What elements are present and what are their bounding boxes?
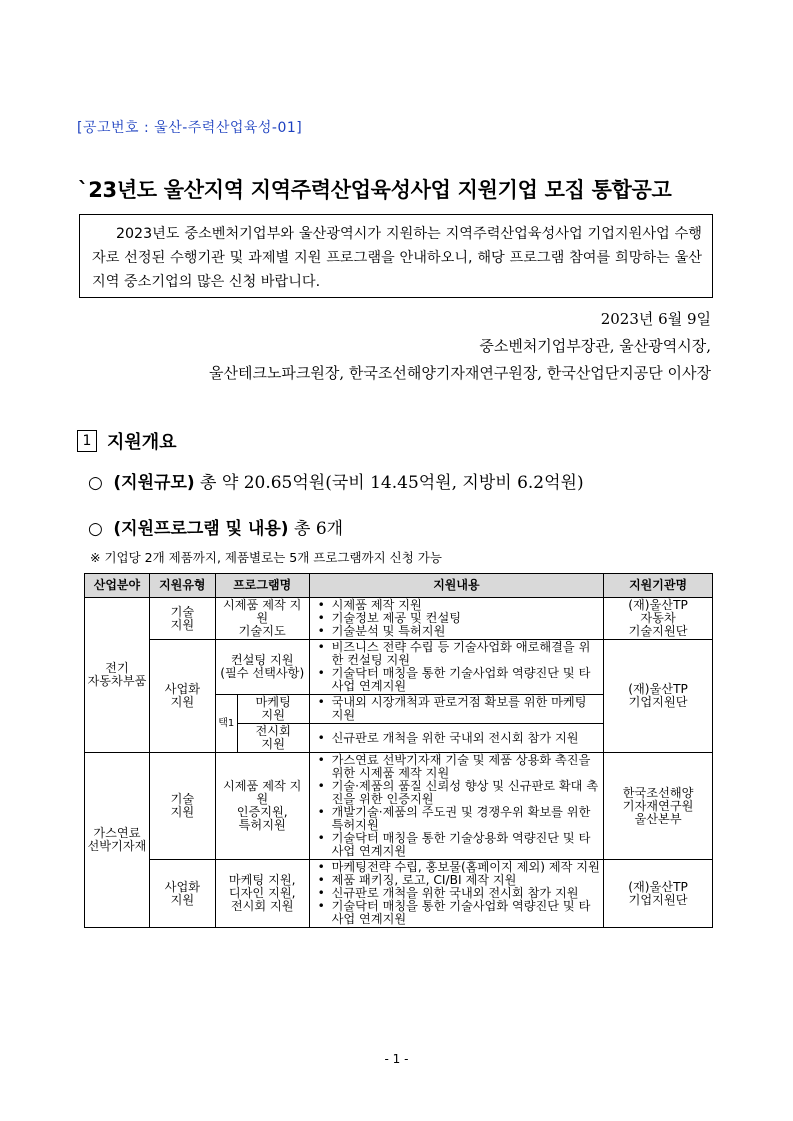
table-row: [85, 640, 713, 695]
header-program: 프로그램명: [215, 574, 309, 598]
content-list: [312, 754, 602, 858]
content-cell: [309, 640, 604, 695]
field-cell: 전기 자동차부품: [85, 598, 150, 753]
page-number: - 1 -: [384, 1052, 409, 1066]
program-cell: 전시회 지원: [237, 724, 309, 753]
content-item: • 시제품 제작 지원: [316, 599, 602, 612]
support-scale-text: 총 약 20.65억원(국비 14.45억원, 지방비 6.2억원): [200, 473, 584, 493]
table-row: [85, 860, 713, 928]
content-cell: [309, 724, 604, 753]
table-header-row: [85, 574, 713, 598]
program-cell: 마케팅 지원, 디자인 지원, 전시회 지원: [215, 860, 309, 928]
header-org: 지원기관명: [604, 574, 713, 598]
circle-bullet: ○: [88, 519, 103, 539]
support-scale-line: [88, 468, 584, 493]
program-cell: 시제품 제작 지원 인증지원, 특허지원: [215, 753, 309, 860]
circle-bullet: ○: [88, 473, 103, 493]
content-list: [312, 641, 602, 693]
notice-number: [공고번호 : 울산-주력산업육성-01]: [77, 120, 303, 136]
field-cell: 가스연료 선박기자재: [85, 753, 150, 928]
section-heading: [77, 428, 177, 454]
section-title: 지원개요: [107, 432, 177, 453]
org-cell: (재)울산TP 기업지원단: [604, 860, 713, 928]
content-item: • 기술닥터 매칭을 통한 기술상용화 역량진단 및 타사업 연계지원: [316, 832, 602, 858]
support-scale-label: (지원규모): [113, 473, 195, 493]
issuer-line-2: 울산테크노파크원장, 한국조선해양기자재연구원장, 한국산업단지공단 이사장: [208, 364, 711, 382]
content-list: [312, 599, 602, 638]
intro-text: 2023년도 중소벤처기업부와 울산광역시가 지원하는 지역주력산업육성사업 기업지원사업 수행자로 선정된 수행기관 및 과제별 지원 프로그램을 안내하오니, 해당 프로그램 참여를 희망하는 울산지역 중소기업의 많은 신청 바랍니다.: [92, 226, 702, 290]
content-item: • 비즈니스 전략 수립 등 기술사업화 애로해결을 위한 컨설팅 지원: [316, 641, 602, 667]
content-item: • 마케팅전략 수립, 홍보물(홈페이지 제외) 제작 지원: [316, 861, 602, 874]
program-cell: 시제품 제작 지원 기술지도: [215, 598, 309, 640]
header-type: 지원유형: [149, 574, 215, 598]
type-cell: 사업화 지원: [149, 860, 215, 928]
announcement-date: 2023년 6월 9일: [600, 310, 711, 328]
table-row: [85, 598, 713, 640]
content-list: [312, 861, 602, 926]
type-cell: 기술 지원: [149, 598, 215, 640]
content-item: • 개발기술·제품의 주도권 및 경쟁우위 확보를 위한 특허지원: [316, 806, 602, 832]
content-item: • 가스연료 선박기자재 기술 및 제품 상용화 촉진을 위한 시제품 제작 지원: [316, 754, 602, 780]
org-cell: (재)울산TP 기업지원단: [604, 640, 713, 753]
content-item: • 기술·제품의 품질 신뢰성 향상 및 신규판로 확대 촉진을 위한 인증지원: [316, 780, 602, 806]
support-program-line: [88, 514, 343, 539]
content-list: [312, 732, 602, 745]
content-cell: [309, 860, 604, 928]
table-row: [85, 753, 713, 860]
program-cell: 마케팅 지원: [237, 695, 309, 724]
type-cell: 사업화 지원: [149, 640, 215, 753]
issuer-line-1: 중소벤처기업부장관, 울산광역시장,: [479, 337, 711, 355]
content-item: • 국내외 시장개척과 판로거점 확보를 위한 마케팅 지원: [316, 696, 602, 722]
program-table: [84, 573, 713, 928]
section-number: 1: [77, 430, 97, 452]
intro-box: [79, 214, 713, 298]
org-cell: 한국조선해양 기자재연구원 울산본부: [604, 753, 713, 860]
content-item: • 기술분석 및 특허지원: [316, 625, 602, 638]
content-list: [312, 696, 602, 722]
application-note: ※ 기업당 2개 제품까지, 제품별로는 5개 프로그램까지 신청 가능: [90, 550, 442, 565]
support-program-text: 총 6개: [294, 519, 344, 539]
type-cell: 기술 지원: [149, 753, 215, 860]
content-cell: [309, 753, 604, 860]
support-program-label: (지원프로그램 및 내용): [113, 519, 289, 539]
org-cell: (재)울산TP 자동차 기술지원단: [604, 598, 713, 640]
content-item: • 신규판로 개척을 위한 국내외 전시회 참가 지원: [316, 887, 602, 900]
select-one-cell: 택1: [215, 695, 237, 753]
content-cell: [309, 695, 604, 724]
content-item: • 기술닥터 매칭을 통한 기술사업화 역량진단 및 타사업 연계지원: [316, 667, 602, 693]
header-field: 산업분야: [85, 574, 150, 598]
content-item: • 기술닥터 매칭을 통한 기술사업화 역량진단 및 타사업 연계지원: [316, 900, 602, 926]
content-item: • 제품 패키징, 로고, CI/BI 제작 지원: [316, 874, 602, 887]
program-cell: 컨설팅 지원 (필수 선택사항): [215, 640, 309, 695]
content-item: • 기술정보 제공 및 컨설팅: [316, 612, 602, 625]
page-title: `23년도 울산지역 지역주력산업육성사업 지원기업 모집 통합공고: [78, 178, 672, 202]
header-content: 지원내용: [309, 574, 604, 598]
content-item: • 신규판로 개척을 위한 국내외 전시회 참가 지원: [316, 732, 602, 745]
content-cell: [309, 598, 604, 640]
